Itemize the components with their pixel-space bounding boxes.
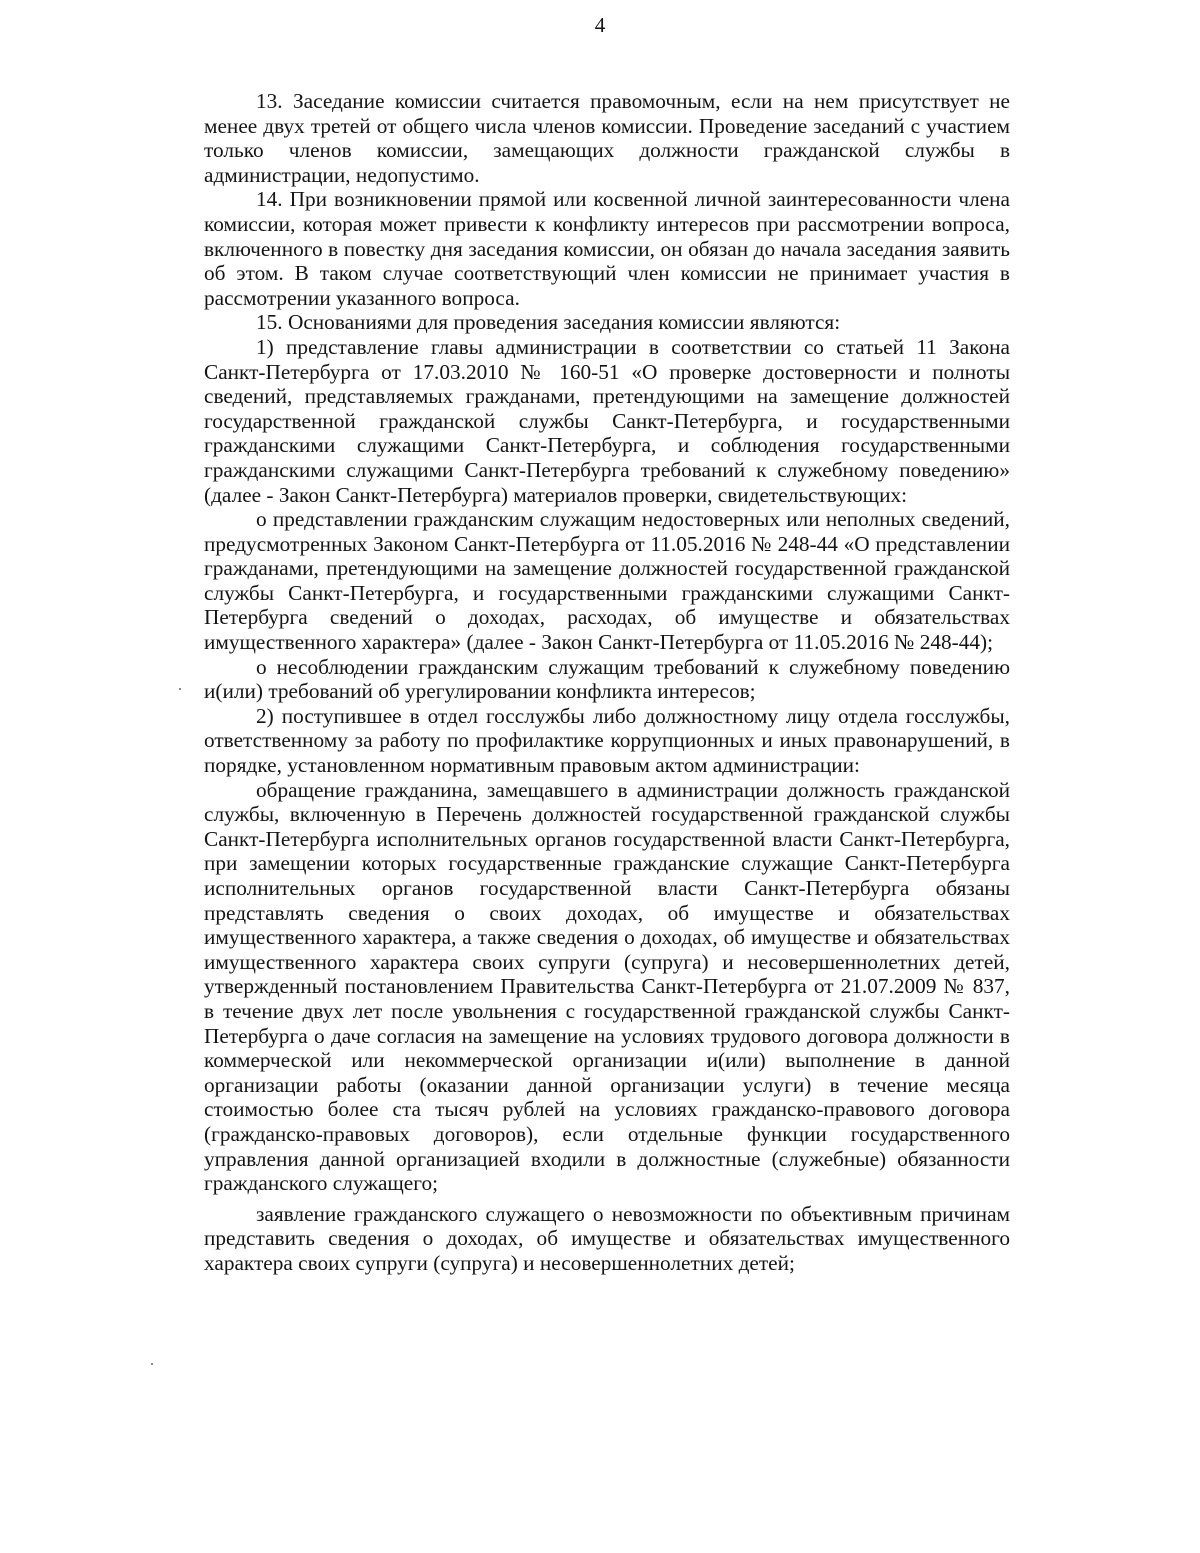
scan-speck [151, 1363, 153, 1365]
paragraph-15-item-1-subitem-a: о представлении гражданским служащим недостоверных или неполных сведений, предусмотренных Законом Санкт-Петербурга от 11.05.2016 № 248-44 «О представлении гражданами, претендующими на замещение должностей государственной гражданской службы Санкт-Петербурга, и государственными гражданскими служащими Санкт-Петербурга сведений о доходах, расходах, об имуществе и обязательствах имущественного характера» (далее - Закон Санкт-Петербурга от 11.05.2016 № 248-44); [204, 507, 1010, 655]
page-number: 4 [594, 13, 606, 37]
paragraph-14: 14. При возникновении прямой или косвенной личной заинтересованности члена комиссии, которая может привести к конфликту интересов при рассмотрении вопроса, включенного в повестку дня заседания комиссии, он обязан до начала заседания заявить об этом. В таком случае соответствующий член комиссии не принимает участия в рассмотрении указанного вопроса. [204, 187, 1010, 310]
paragraph-15-item-1-subitem-b: о несоблюдении гражданским служащим требований к служебному поведению и(или) требований об урегулировании конфликта интересов; [204, 654, 1010, 704]
paragraph-15: 15. Основаниями для проведения заседания комиссии являются: [256, 310, 841, 335]
paragraph-15-item-2: 2) поступившее в отдел госслужбы либо должностному лицу отдела госслужбы, ответственному за работу по профилактике коррупционных и иных правонарушений, в порядке, установленном нормативным правовым актом администрации: [204, 703, 1010, 778]
document-body [204, 89, 1010, 1276]
scan-speck [179, 688, 181, 690]
paragraph-15-item-1: 1) представление главы администрации в соответствии со статьей 11 Закона Санкт-Петербурга от 17.03.2010 № 160-51 «О проверке достоверности и полноты сведений, представляемых гражданами, претендующими на замещение должностей государственной гражданской службы Санкт-Петербурга, и государственными гражданскими служащими Санкт-Петербурга, и соблюдения государственными гражданскими служащими Санкт-Петербурга требований к служебному поведению» (далее - Закон Санкт-Петербурга) материалов проверки, свидетельствующих: [204, 334, 1010, 507]
paragraph-15-item-2-subitem-b: заявление гражданского служащего о невозможности по объективным причинам представить сведения о доходах, об имуществе и обязательствах имущественного характера своих супруги (супруга) и несовершеннолетних детей; [204, 1201, 1010, 1275]
paragraph-15-item-2-subitem-a: обращение гражданина, замещавшего в администрации должность гражданской службы, включенную в Перечень должностей государственной гражданской службы Санкт-Петербурга исполнительных органов государственной власти Санкт-Петербурга, при замещении которых государственные гражданские служащие Санкт-Петербурга исполнительных органов государственной власти Санкт-Петербурга обязаны представлять сведения о своих доходах, об имуществе и обязательствах имущественного характера, а также сведения о доходах, об имуществе и обязательствах имущественного характера своих супруги (супруга) и несовершеннолетних детей, утвержденный постановлением Правительства Санкт-Петербурга от 21.07.2009 № 837, в течение двух лет после увольнения с государственной гражданской службы Санкт-Петербурга о даче согласия на замещение на условиях трудового договора должности в коммерческой или некоммерческой организации и(или) выполнение в данной организации работы (оказании данной организации услуги) в течение месяца стоимостью более ста тысяч рублей на условиях гражданско-правового договора (гражданско-правовых договоров), если отдельные функции государственного управления данной организацией входили в должностные (служебные) обязанности гражданского служащего; [204, 777, 1010, 1196]
paragraph-13: 13. Заседание комиссии считается правомочным, если на нем присутствует не менее двух третей от общего числа членов комиссии. Проведение заседаний с участием только членов комиссии, замещающих должности гражданской службы в администрации, недопустимо. [204, 89, 1010, 187]
